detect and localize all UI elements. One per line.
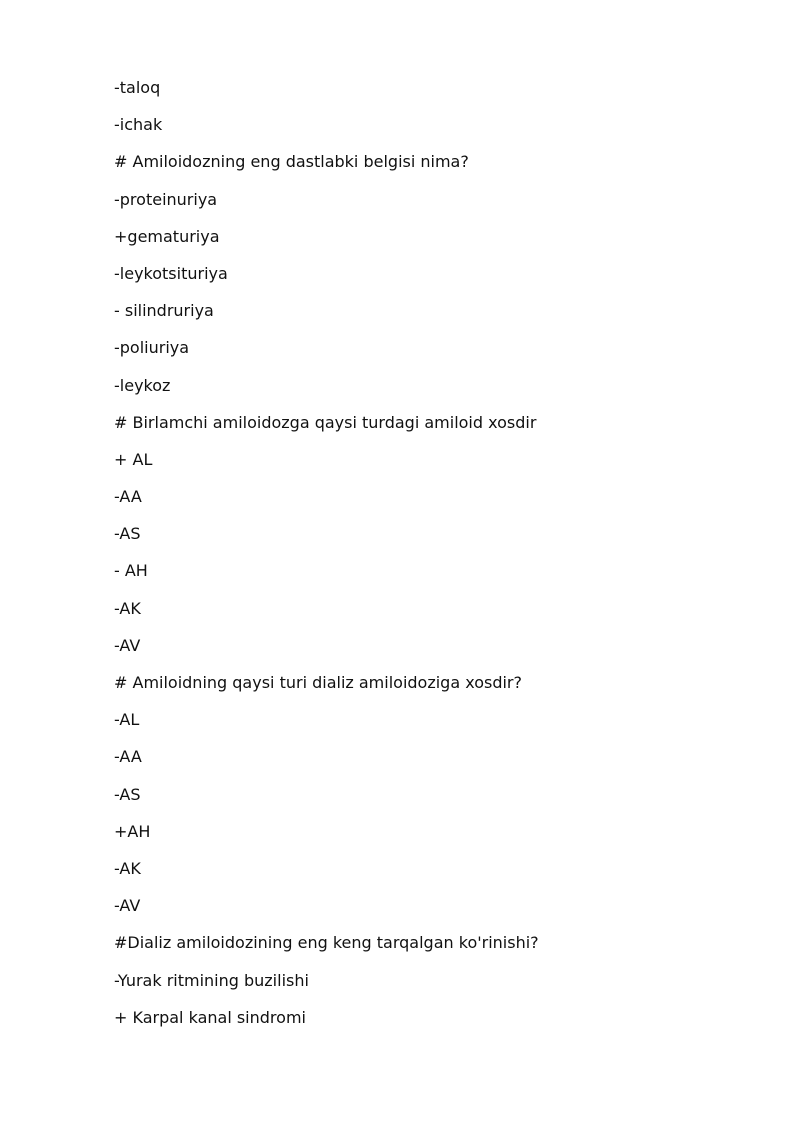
line-option: +gematuriya: [114, 226, 220, 246]
line-option: -AK: [114, 598, 141, 618]
line-option: -leykoz: [114, 375, 171, 395]
line-option: -poliuriya: [114, 338, 190, 358]
line-option: -Yurak ritmining buzilishi: [114, 970, 309, 990]
line-option: -AV: [114, 896, 141, 916]
line-option: + Karpal kanal sindromi: [114, 1007, 306, 1027]
line-option: -AL: [114, 710, 140, 730]
text-lines: [114, 74, 539, 1041]
line-option: + AL: [114, 449, 153, 469]
line-question: # Amiloidning qaysi turi dializ amiloidoziga xosdir?: [114, 673, 522, 692]
line-question: #Dializ amiloidozining eng keng tarqalgan ko'rinishi?: [114, 933, 539, 953]
line-option: - silindruriya: [114, 301, 214, 321]
line-option: -AS: [114, 784, 141, 804]
line-option: +AH: [114, 821, 151, 841]
line-question: # Birlamchi amiloidozga qaysi turdagi amiloid xosdir: [114, 412, 537, 432]
line-option: -leykotsituriya: [114, 263, 228, 283]
line-question: # Amiloidozning eng dastlabki belgisi nima?: [114, 152, 469, 172]
line-option: -taloq: [114, 78, 161, 97]
line-option: -proteinuriya: [114, 189, 218, 209]
line-option: -AA: [114, 747, 142, 767]
line-option: - AH: [114, 561, 148, 581]
line-option: -AS: [114, 524, 141, 544]
line-option: -ichak: [114, 115, 163, 135]
line-option: -AA: [114, 487, 142, 507]
line-option: -AV: [114, 635, 141, 655]
line-option: -AK: [114, 858, 141, 878]
